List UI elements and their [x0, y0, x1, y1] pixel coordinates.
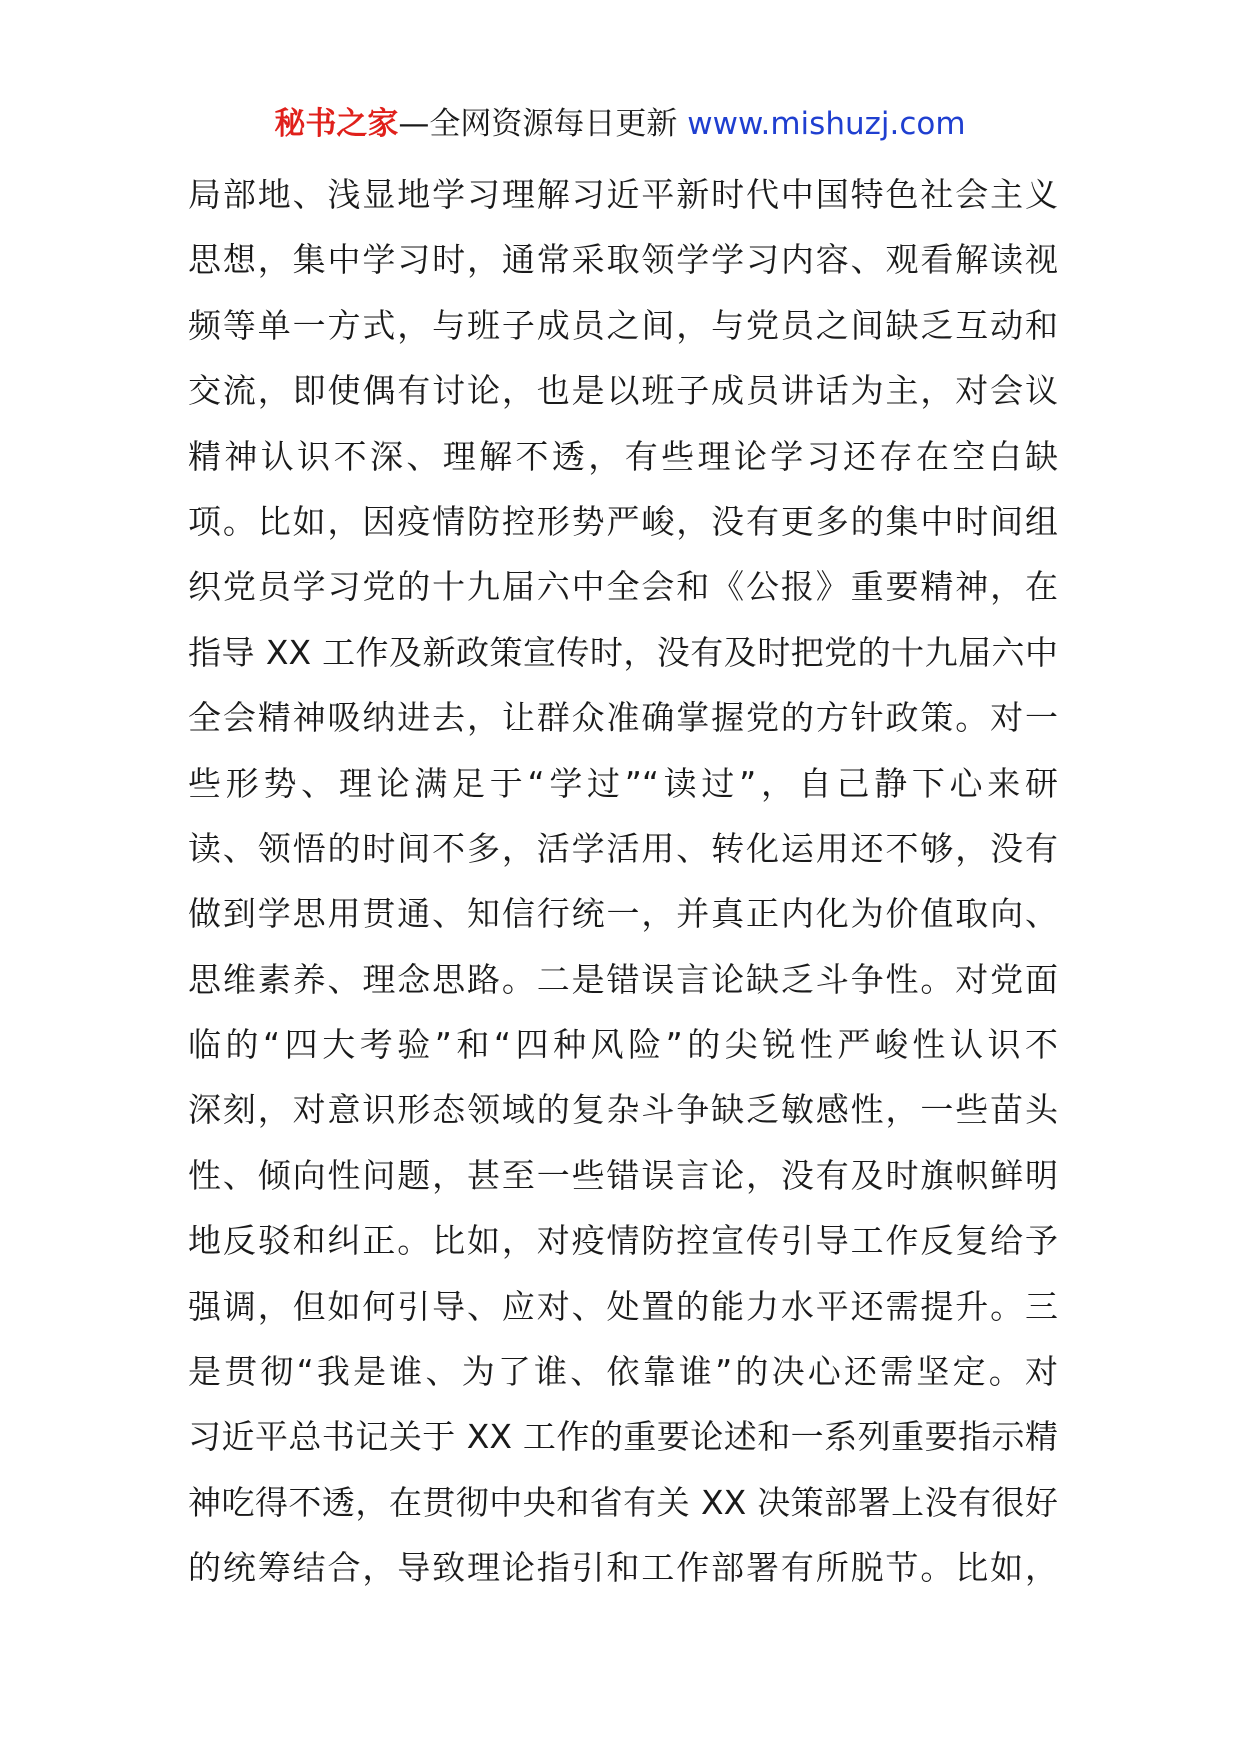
text-line: 局部地、浅显地学习理解习近平新时代中国特色社会主义: [188, 175, 1058, 214]
text-line: 临的“四大考验”和“四种风险”的尖锐性严峻性认识不: [188, 1025, 1058, 1065]
text-line: 项。比如，因疫情防控形势严峻，没有更多的集中时间组: [188, 501, 1058, 541]
text-line: 全会精神吸纳进去，让群众准确掌握党的方针政策。对一: [188, 698, 1058, 738]
text-line: 织党员学习党的十九届六中全会和《公报》重要精神，在: [188, 567, 1058, 607]
header-tagline: —全网资源每日更新: [398, 106, 688, 142]
text-line: 习近平总书记关于 XX 工作的重要论述和一系列重要指示精: [188, 1417, 1058, 1457]
text-line: 交流，即使偶有讨论，也是以班子成员讲话为主，对会议: [188, 371, 1058, 411]
text-line: 性、倾向性问题，甚至一些错误言论，没有及时旗帜鲜明: [188, 1155, 1058, 1195]
text-line: 指导 XX 工作及新政策宣传时，没有及时把党的十九届六中: [188, 632, 1058, 672]
text-line: 频等单一方式，与班子成员之间，与党员之间缺乏互动和: [188, 305, 1058, 345]
text-line: 是贯彻“我是谁、为了谁、依靠谁”的决心还需坚定。对: [188, 1352, 1058, 1392]
text-line: 思维素养、理念思路。二是错误言论缺乏斗争性。对党面: [188, 959, 1058, 999]
page-header: [0, 102, 1240, 146]
text-line: 地反驳和纠正。比如，对疫情防控宣传引导工作反复给予: [188, 1221, 1058, 1261]
text-line: 神吃得不透，在贯彻中央和省有关 XX 决策部署上没有很好: [188, 1482, 1058, 1522]
text-line: 做到学思用贯通、知信行统一，并真正内化为价值取向、: [188, 894, 1058, 934]
brand-name: 秘书之家: [274, 106, 399, 142]
text-line: 读、领悟的时间不多，活学活用、转化运用还不够，没有: [188, 828, 1058, 868]
document-body: [188, 162, 1058, 1601]
text-line: 的统筹结合，导致理论指引和工作部署有所脱节。比如，: [188, 1548, 1058, 1588]
text-line: 精神认识不深、理解不透，有些理论学习还存在空白缺: [188, 436, 1058, 476]
text-line: 些形势、理论满足于“学过”“读过”，自己静下心来研: [188, 763, 1058, 803]
text-line: 深刻，对意识形态领域的复杂斗争缺乏敏感性，一些苗头: [188, 1090, 1058, 1130]
text-line: 思想，集中学习时，通常采取领学学习内容、观看解读视: [188, 240, 1058, 280]
site-url-link[interactable]: www.mishuzj.com: [687, 106, 966, 142]
text-line: 强调，但如何引导、应对、处置的能力水平还需提升。三: [188, 1286, 1058, 1326]
